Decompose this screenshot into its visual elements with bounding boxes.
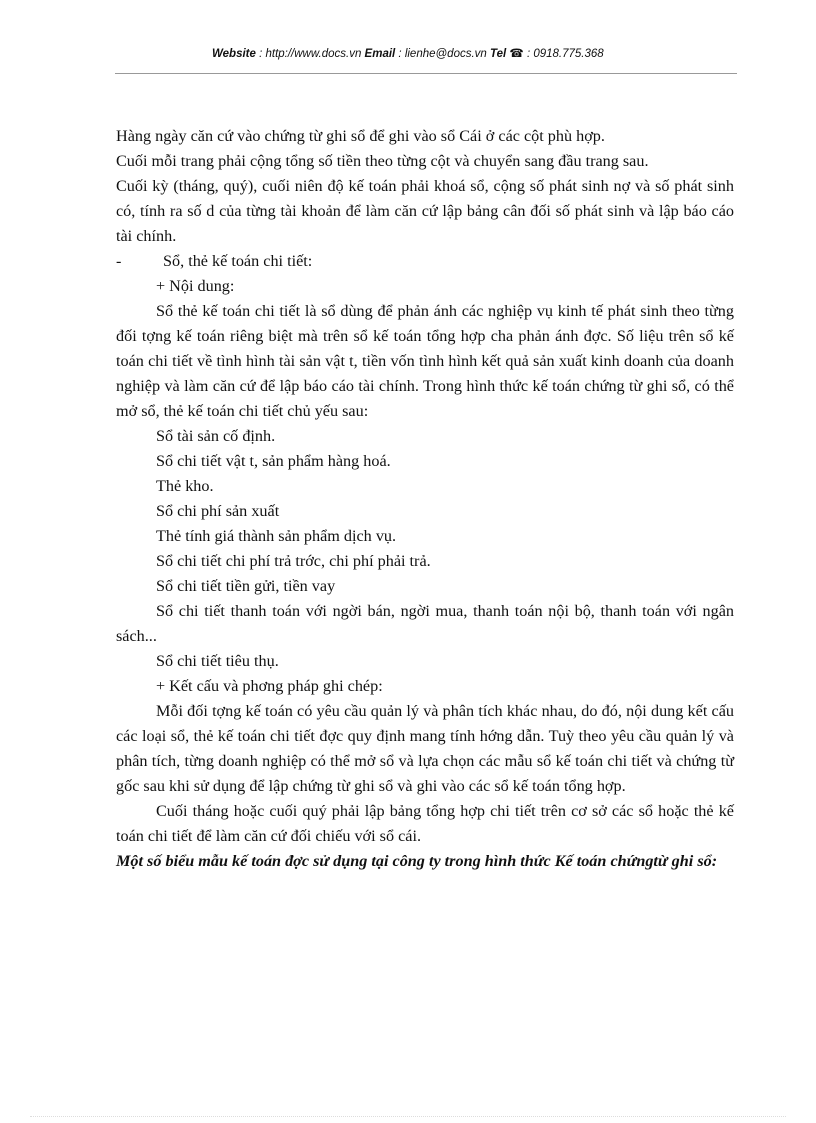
header-rule xyxy=(115,73,737,74)
paragraph: Cuối kỳ (tháng, quý), cuối niên độ kế toán phải khoá sổ, cộng số phát sinh nợ và số phát sinh có, tính ra số d của từng tài khoản để làm căn cứ lập bảng cân đối số phát sinh và lập báo cáo tài chính. xyxy=(116,177,734,245)
paragraph: Cuối mỗi trang phải cộng tổng số tiền theo từng cột và chuyển sang đầu trang sau. xyxy=(116,152,649,170)
list-item: Sổ chi tiết tiền gửi, tiền vay xyxy=(156,577,336,595)
bullet-dash: - xyxy=(116,252,122,270)
email-label: Email xyxy=(364,48,396,60)
list-item: Sổ tài sản cố định. xyxy=(156,427,276,445)
paragraph: Mỗi đối tợng kế toán có yêu cầu quản lý và phân tích khác nhau, do đó, nội dung kết cấu các loại sổ, thẻ kế toán chi tiết đợc quy định mang tính hớng dẫn. Tuỳ theo yêu cầu quản lý và phân tích, từng doanh nghiệp có thể mở sổ và lựa chọn các mẫu sổ kế toán chi tiết và chứng từ gốc sau khi sử dụng để lập chứng từ ghi sổ và ghi vào các sổ kế toán tổng hợp. xyxy=(116,702,734,795)
tel-label: Tel xyxy=(490,48,507,60)
tel-value: : 0918.775.368 xyxy=(523,48,604,60)
footer-divider xyxy=(30,1116,786,1117)
structure-heading: + Kết cấu và phơng pháp ghi chép: xyxy=(156,677,383,695)
bullet-heading xyxy=(116,249,734,274)
paragraph: Sổ thẻ kế toán chi tiết là sổ dùng để phản ánh các nghiệp vụ kinh tế phát sinh theo từng đối tợng kế toán riêng biệt mà trên sổ kế toán tổng hợp cha phản ánh đợc. Số liệu trên sổ kế toán chi tiết về tình hình tài sản vật t, tiền vốn tình hình kết quả sản xuất kinh doanh của doanh nghiệp và làm căn cứ để lập báo cáo tài chính. Trong hình thức kế toán chứng từ ghi sổ, có thể mở sổ, thẻ kế toán chi tiết chủ yếu sau: xyxy=(116,302,734,420)
paragraph: Hàng ngày căn cứ vào chứng từ ghi sổ để ghi vào sổ Cái ở các cột phù hợp. xyxy=(116,127,605,145)
paragraph: Cuối tháng hoặc cuối quý phải lập bảng tổng hợp chi tiết trên cơ sở các sổ hoặc thẻ kế toán chi tiết để làm căn cứ đối chiếu với sổ cái. xyxy=(116,802,734,845)
email-value: : lienhe@docs.vn xyxy=(395,48,491,60)
list-item: Sổ chi phí sản xuất xyxy=(156,502,280,520)
list-item: Thẻ kho. xyxy=(156,477,214,495)
list-item: Thẻ tính giá thành sản phẩm dịch vụ. xyxy=(156,527,397,545)
website-label: Website xyxy=(212,48,256,60)
list-item: Sổ chi tiết vật t, sản phẩm hàng hoá. xyxy=(156,452,391,470)
section-title: Một số biểu mẫu kế toán đợc sử dụng tại công ty trong hình thức Kế toán chứngtừ ghi sổ: xyxy=(116,852,718,870)
list-item: Sổ chi tiết chi phí trả trớc, chi phí phải trả. xyxy=(156,552,431,570)
phone-icon: ☎ xyxy=(509,48,524,60)
paragraph: Sổ chi tiết thanh toán với ngời bán, ngời mua, thanh toán nội bộ, thanh toán với ngân sách... xyxy=(116,602,734,645)
document-body xyxy=(116,124,734,870)
bullet-text: Sổ, thẻ kế toán chi tiết: xyxy=(163,252,313,270)
website-value: : http://www.docs.vn xyxy=(255,48,365,60)
list-item: Sổ chi tiết tiêu thụ. xyxy=(156,652,279,670)
content-heading: + Nội dung: xyxy=(156,277,235,295)
